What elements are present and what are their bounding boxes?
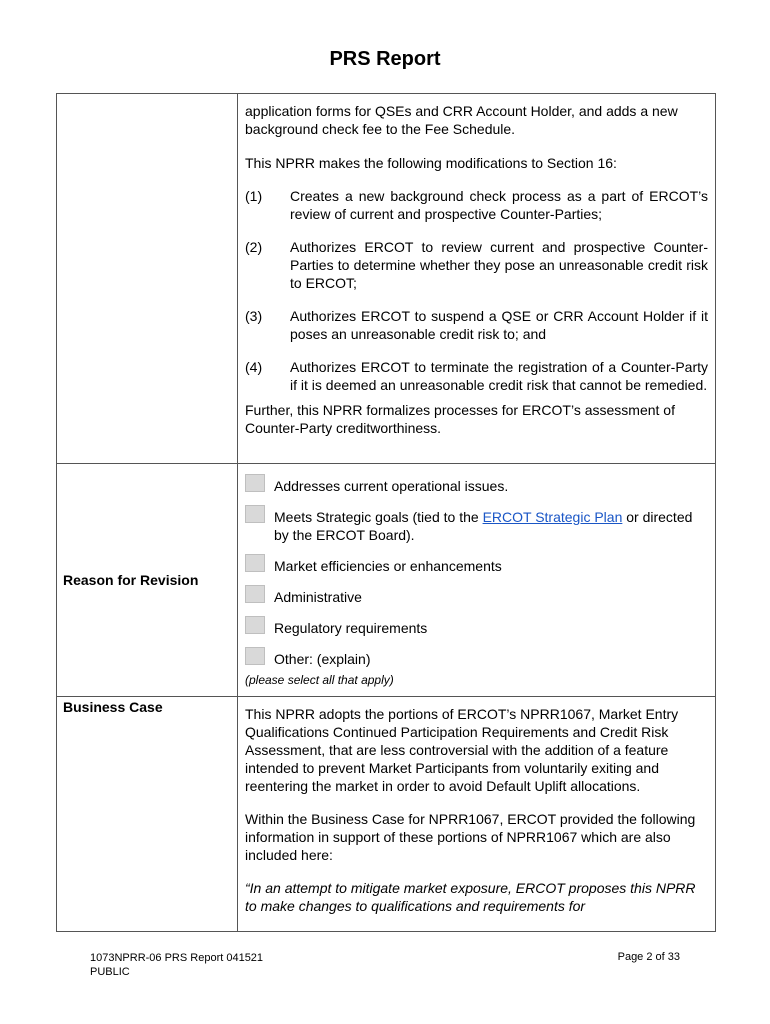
list-text: Authorizes ERCOT to review current and prospective Counter-Parties to determine whether they pose an unreasonable credit risk to ERCOT;	[290, 239, 708, 291]
table-row	[57, 94, 715, 463]
checkbox-option[interactable]	[245, 477, 708, 495]
strategic-plan-link[interactable]: ERCOT Strategic Plan	[482, 509, 623, 525]
checkbox-label: Other: (explain)	[274, 651, 371, 667]
row-label	[57, 94, 238, 463]
checkbox-label-text: or directed by the ERCOT Board).	[274, 509, 693, 543]
table-row	[57, 696, 715, 931]
list-number: (2)	[245, 239, 263, 255]
list-item	[245, 238, 708, 292]
list-number: (4)	[245, 359, 263, 375]
row-content	[238, 697, 715, 931]
footer-page-number: Page 2 of 33	[617, 951, 680, 963]
footer-doc-info	[90, 951, 263, 979]
list-item	[245, 358, 708, 394]
report-table	[56, 93, 716, 932]
checkbox-label: Regulatory requirements	[274, 620, 428, 636]
checkbox-option[interactable]	[245, 619, 708, 637]
row-content	[238, 464, 715, 696]
checkbox-label: Administrative	[274, 589, 362, 605]
list-number: (3)	[245, 308, 263, 324]
checkbox-box[interactable]	[245, 647, 265, 665]
list-item	[245, 307, 708, 343]
row-label: Reason for Revision	[57, 464, 238, 696]
checkbox-option[interactable]	[245, 557, 708, 575]
checkbox-box[interactable]	[245, 616, 265, 634]
list-item	[245, 187, 708, 223]
paragraph: This NPRR adopts the portions of ERCOT’s NPRR1067, Market Entry Qualifications Continued Participation Requirements and Credit Risk Assessment, that are less controversial with the addition of a feature intended to prevent Market Participants from voluntarily exiting and reentering the market in order to avoid Default Uplift allocations.	[245, 706, 679, 794]
checkbox-box[interactable]	[245, 585, 265, 603]
row-label: Business Case	[57, 697, 238, 931]
quote-paragraph: “In an attempt to mitigate market exposure, ERCOT proposes this NPRR to make changes to qualifications and requirements for	[245, 880, 696, 914]
paragraph: Within the Business Case for NPRR1067, ERCOT provided the following information in support of these portions of NPRR1067 which are also included here:	[245, 811, 696, 863]
checkbox-label: Addresses current operational issues.	[274, 478, 509, 494]
paragraph: application forms for QSEs and CRR Account Holder, and adds a new background check fee to the Fee Schedule.	[245, 103, 678, 137]
page-title: PRS Report	[329, 48, 441, 70]
checkbox-label	[274, 508, 708, 544]
paragraph: This NPRR makes the following modifications to Section 16:	[245, 155, 617, 171]
select-note: (please select all that apply)	[245, 673, 394, 687]
checkbox-option[interactable]	[245, 650, 708, 668]
list-number: (1)	[245, 188, 263, 204]
checkbox-option[interactable]	[245, 588, 708, 606]
list-text: Authorizes ERCOT to suspend a QSE or CRR Account Holder if it poses an unreasonable credit risk to; and	[290, 308, 708, 342]
row-content	[238, 94, 715, 463]
checkbox-box[interactable]	[245, 505, 265, 523]
footer-doc-name: 1073NPRR-06 PRS Report 041521	[90, 952, 264, 964]
checkbox-box[interactable]	[245, 474, 265, 492]
list-text: Authorizes ERCOT to terminate the registration of a Counter-Party if it is deemed an unreasonable credit risk that cannot be remedied.	[290, 359, 708, 393]
checkbox-label: Market efficiencies or enhancements	[274, 558, 502, 574]
list-text: Creates a new background check process as a part of ERCOT’s review of current and prospective Counter-Parties;	[290, 188, 708, 222]
paragraph: Further, this NPRR formalizes processes for ERCOT’s assessment of Counter-Party creditworthiness.	[245, 402, 675, 436]
checkbox-box[interactable]	[245, 554, 265, 572]
checkbox-option[interactable]	[245, 508, 708, 544]
checkbox-label-text: Meets Strategic goals (tied to the	[274, 509, 483, 525]
table-row	[57, 463, 715, 696]
footer-classification: PUBLIC	[90, 966, 130, 978]
